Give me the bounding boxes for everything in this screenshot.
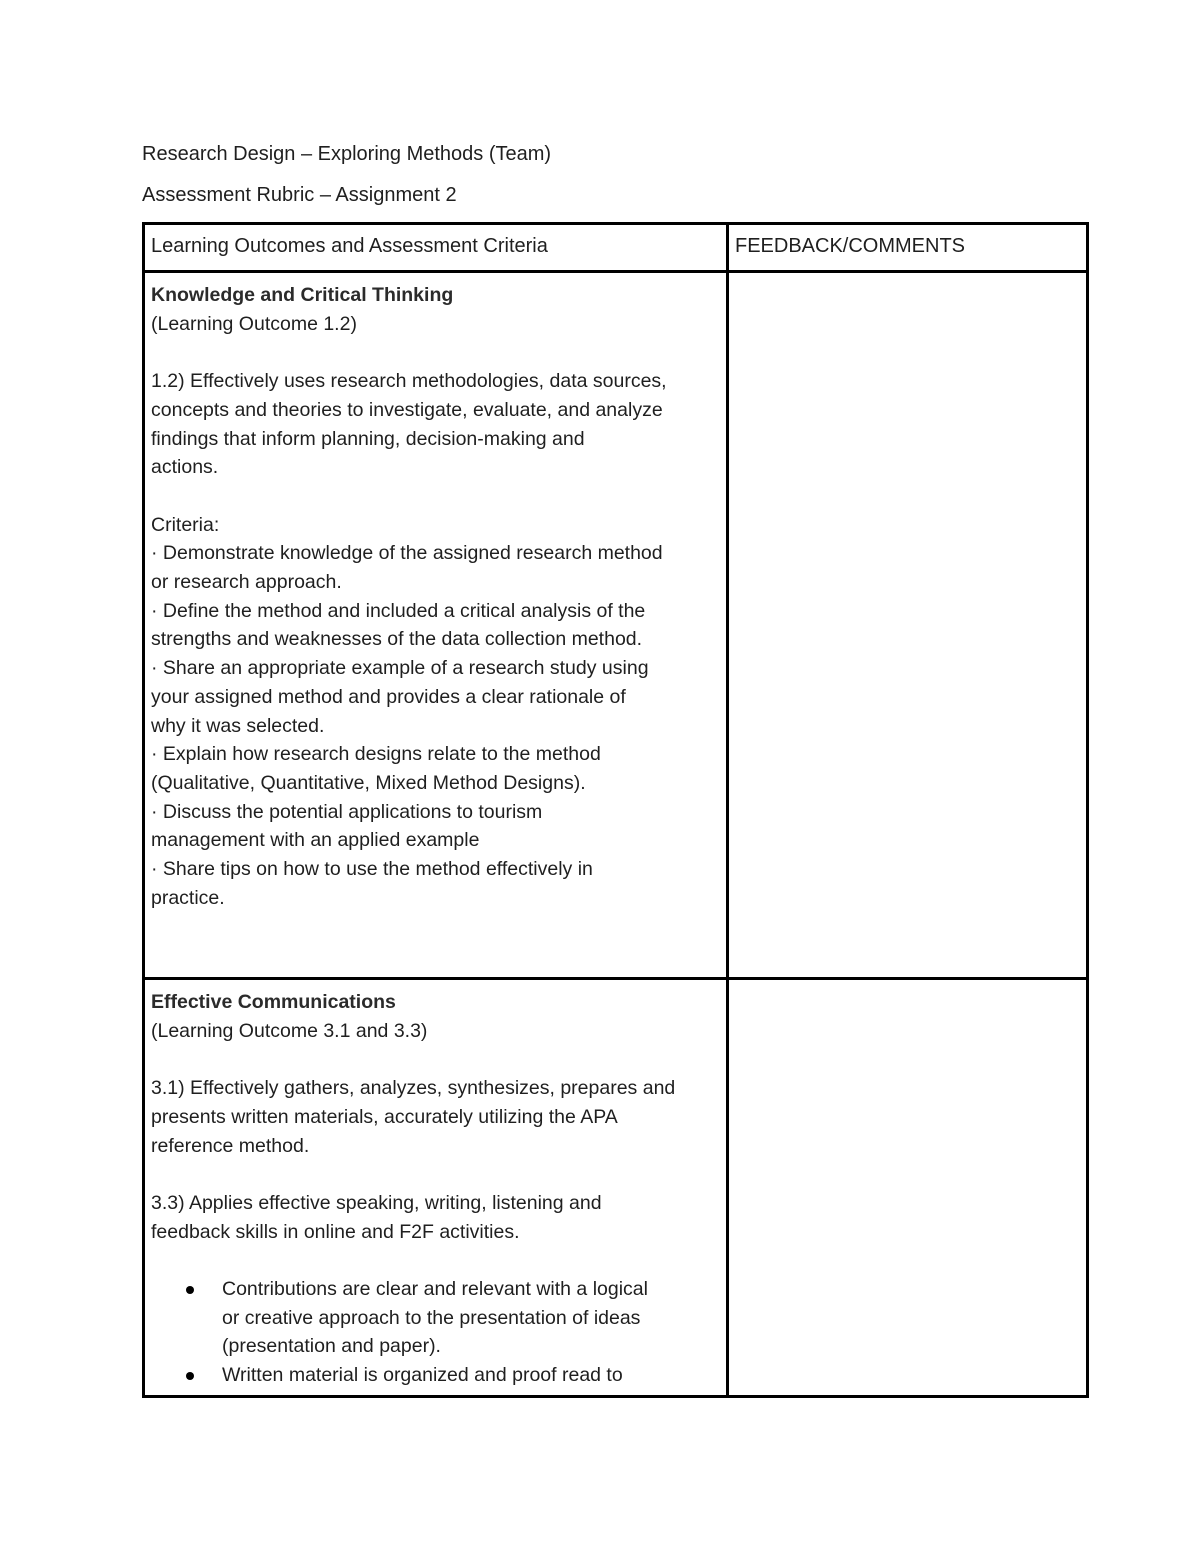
criteria-line: · Share an appropriate example of a research study using bbox=[151, 657, 649, 680]
criteria-column-header: Learning Outcomes and Assessment Criteria bbox=[151, 235, 548, 257]
bullet-icon bbox=[186, 1286, 194, 1294]
section-heading: Knowledge and Critical Thinking bbox=[151, 284, 454, 306]
bullet-item bbox=[151, 1275, 723, 1361]
learning-outcome-ref: (Learning Outcome 3.1 and 3.3) bbox=[151, 1019, 428, 1042]
criteria-line: strengths and weaknesses of the data collection method. bbox=[151, 628, 643, 651]
feedback-column-header: FEEDBACK/COMMENTS bbox=[735, 235, 966, 257]
criteria-line: (Qualitative, Quantitative, Mixed Method Designs). bbox=[151, 771, 586, 794]
rubric-table bbox=[142, 222, 1089, 1398]
criteria-line: management with an applied example bbox=[151, 829, 480, 852]
outcome-text-line: concepts and theories to investigate, evaluate, and analyze bbox=[151, 398, 663, 421]
outcome-text-line: actions. bbox=[151, 456, 219, 479]
section-knowledge-critical-thinking bbox=[151, 281, 723, 912]
outcome-text-line: feedback skills in online and F2F activities. bbox=[151, 1220, 520, 1243]
outcome-text-line: 3.1) Effectively gathers, analyzes, synthesizes, prepares and bbox=[151, 1077, 676, 1100]
criteria-label: Criteria: bbox=[151, 513, 220, 536]
column-divider bbox=[726, 225, 729, 1395]
bullet-text-line: or creative approach to the presentation of ideas bbox=[222, 1306, 641, 1329]
outcome-text-line: 3.3) Applies effective speaking, writing, listening and bbox=[151, 1191, 602, 1214]
section-effective-communications bbox=[151, 988, 723, 1390]
table-divider bbox=[145, 270, 1086, 273]
criteria-line: why it was selected. bbox=[151, 714, 325, 737]
outcome-text-line: reference method. bbox=[151, 1134, 310, 1157]
criteria-line: · Discuss the potential applications to tourism bbox=[151, 800, 543, 823]
bullet-item bbox=[151, 1361, 723, 1390]
section-heading: Effective Communications bbox=[151, 991, 396, 1013]
criteria-line: · Define the method and included a critical analysis of the bbox=[151, 599, 646, 622]
document-title: Research Design – Exploring Methods (Team) bbox=[142, 143, 552, 165]
criteria-line: practice. bbox=[151, 886, 225, 909]
bullet-text-line: Contributions are clear and relevant with a logical bbox=[222, 1277, 648, 1300]
criteria-line: · Share tips on how to use the method effectively in bbox=[151, 858, 593, 881]
criteria-line: · Demonstrate knowledge of the assigned research method bbox=[151, 542, 663, 565]
bullet-text-line: Written material is organized and proof read to bbox=[222, 1364, 623, 1387]
outcome-text-line: presents written materials, accurately utilizing the APA bbox=[151, 1105, 618, 1128]
outcome-text-line: 1.2) Effectively uses research methodologies, data sources, bbox=[151, 370, 667, 393]
bullet-icon bbox=[186, 1372, 194, 1380]
criteria-line: or research approach. bbox=[151, 571, 342, 593]
bullet-text-line: (presentation and paper). bbox=[222, 1335, 441, 1358]
outcome-text-line: findings that inform planning, decision-making and bbox=[151, 427, 585, 450]
document-subtitle: Assessment Rubric – Assignment 2 bbox=[142, 184, 457, 206]
table-divider bbox=[145, 977, 1086, 980]
learning-outcome-ref: (Learning Outcome 1.2) bbox=[151, 312, 357, 335]
criteria-line: · Explain how research designs relate to the method bbox=[151, 743, 601, 766]
criteria-line: your assigned method and provides a clear rationale of bbox=[151, 685, 626, 708]
